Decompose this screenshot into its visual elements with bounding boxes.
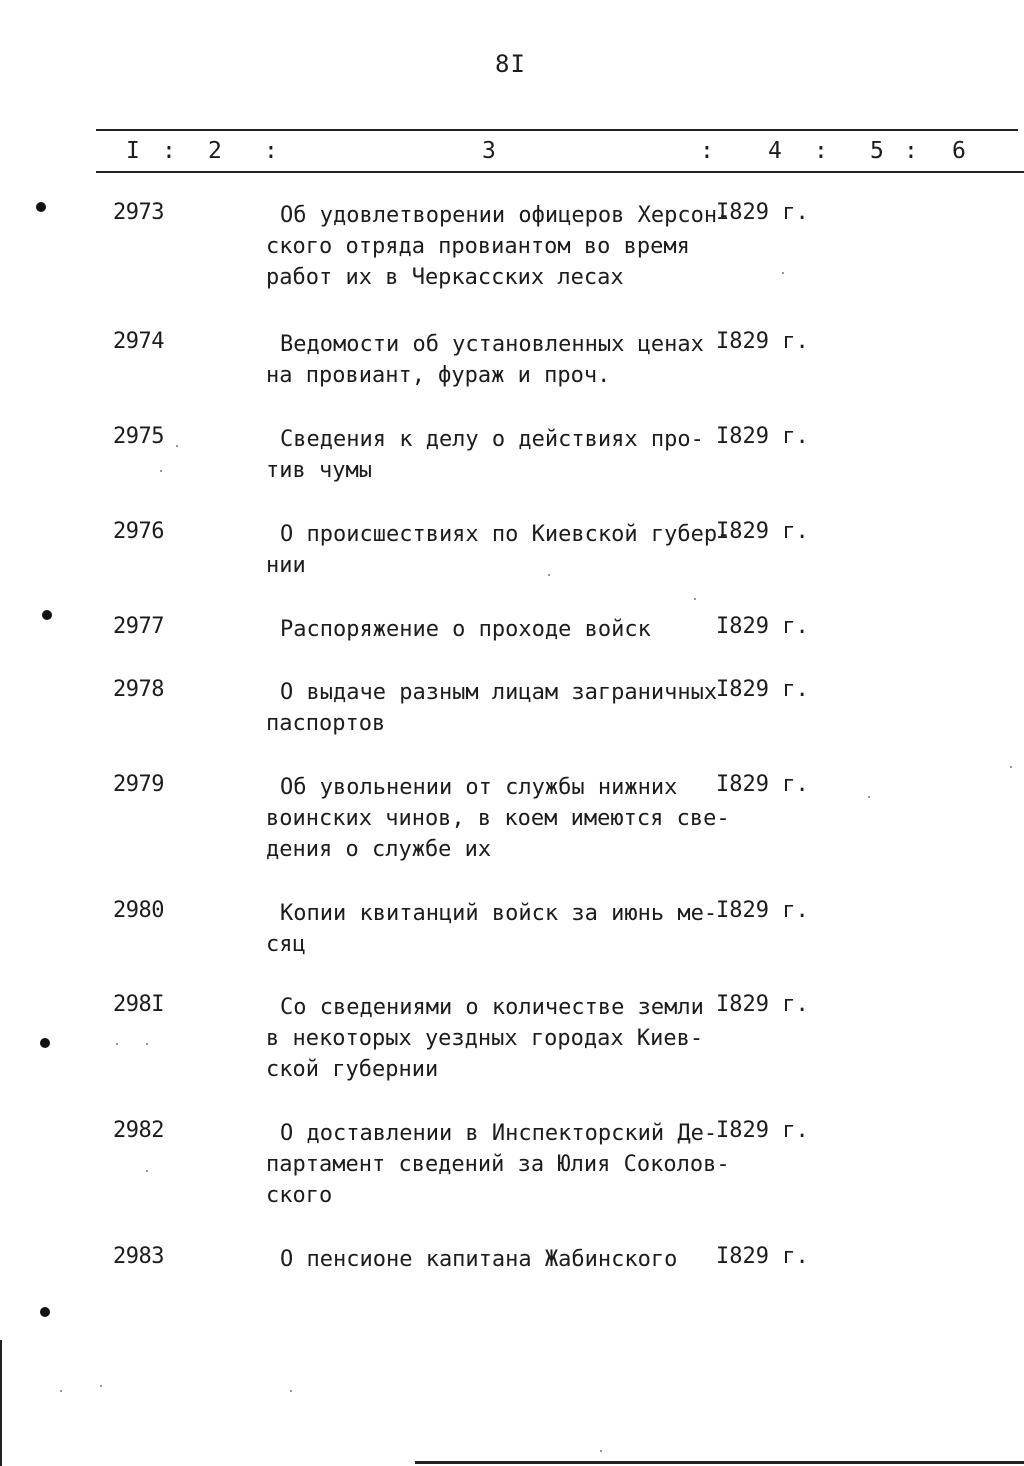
description-line: О выдаче разным лицам заграничных — [280, 680, 718, 705]
description-line: Сведения к делу о действиях про- — [280, 427, 704, 452]
scan-speck — [60, 1390, 62, 1392]
description-line: дения о службе их — [266, 837, 492, 862]
bottom-edge-rule — [415, 1461, 1024, 1464]
binder-hole — [36, 202, 46, 212]
entry-number: 2977 — [113, 614, 164, 639]
description-line: Об удовлетворении офицеров Херсон- — [280, 203, 731, 228]
description-line: ской губернии — [266, 1057, 439, 1082]
entry-description — [266, 772, 730, 865]
description-line: паспортов — [266, 711, 386, 736]
column-separator: : — [700, 138, 714, 164]
entry-year: I829 г. — [716, 329, 809, 354]
entry-year: I829 г. — [716, 1244, 809, 1269]
entry-number: 2975 — [113, 424, 164, 449]
page-edge — [0, 1340, 2, 1466]
description-line: в некоторых уездных городах Киев- — [266, 1026, 704, 1051]
description-line: нии — [266, 553, 306, 578]
scan-speck — [600, 1450, 602, 1452]
description-line: Копии квитанций войск за июнь ме- — [280, 901, 718, 926]
column-separator: : — [814, 138, 828, 164]
column-separator: : — [162, 138, 176, 164]
scan-speck — [146, 1170, 148, 1172]
entry-number: 2983 — [113, 1244, 164, 1269]
scan-speck — [548, 574, 550, 576]
column-header-3: 3 — [482, 138, 496, 164]
scan-speck — [116, 1043, 118, 1045]
description-line: О доставлении в Инспекторский Де- — [280, 1121, 718, 1146]
entry-year: I829 г. — [716, 200, 809, 225]
column-header-5: 5 — [870, 138, 884, 164]
entry-description — [266, 614, 726, 645]
description-line: ского — [266, 1183, 333, 1208]
entry-description — [266, 200, 731, 293]
column-header-2: 2 — [208, 138, 222, 164]
scan-speck — [868, 796, 870, 798]
entry-description — [266, 519, 731, 581]
entry-number: 2978 — [113, 677, 164, 702]
scan-speck — [694, 598, 696, 600]
entry-number: 2979 — [113, 772, 164, 797]
entry-number: 2976 — [113, 519, 164, 544]
description-line: работ их в Черкасских лесах — [266, 265, 624, 290]
column-header-4: 4 — [768, 138, 782, 164]
entry-year: I829 г. — [716, 1118, 809, 1143]
entry-description — [266, 1118, 730, 1211]
binder-hole — [40, 1307, 50, 1317]
scan-speck — [160, 470, 162, 472]
description-line: сяц — [266, 932, 306, 957]
column-header-6: 6 — [952, 138, 966, 164]
description-line: на провиант, фураж и проч. — [266, 363, 611, 388]
scan-speck — [100, 1385, 102, 1387]
description-line: Распоряжение о проходе войск — [280, 617, 651, 642]
description-line: О пенсионе капитана Жабинского — [280, 1247, 678, 1272]
entry-number: 2974 — [113, 329, 164, 354]
page-number: 8I — [495, 50, 526, 78]
description-line: тив чумы — [266, 458, 372, 483]
entry-description — [266, 329, 726, 391]
description-line: О происшествиях по Киевской губер- — [280, 522, 731, 547]
scan-speck — [290, 1390, 292, 1392]
description-line: воинских чинов, в коем имеются све- — [266, 806, 730, 831]
entry-number: 2982 — [113, 1118, 164, 1143]
scan-speck — [176, 445, 178, 447]
entry-number: 2973 — [113, 200, 164, 225]
entry-description — [266, 992, 726, 1085]
entry-number: 2980 — [113, 898, 164, 923]
column-separator: : — [264, 138, 278, 164]
scan-speck — [1010, 766, 1012, 768]
description-line: Со сведениями о количестве земли — [280, 995, 704, 1020]
description-line: ского отряда провиантом во время — [266, 234, 690, 259]
binder-hole — [40, 1038, 50, 1048]
entry-description — [266, 424, 726, 486]
entry-description — [266, 898, 726, 960]
entry-number: 298I — [113, 992, 164, 1017]
scan-speck — [146, 1043, 148, 1045]
scan-speck — [782, 272, 784, 274]
entry-description — [266, 677, 726, 739]
entry-year: I829 г. — [716, 677, 809, 702]
entry-year: I829 г. — [716, 614, 809, 639]
entry-year: I829 г. — [716, 992, 809, 1017]
column-separator: : — [904, 138, 918, 164]
entry-description — [266, 1244, 726, 1275]
entry-year: I829 г. — [716, 898, 809, 923]
description-line: партамент сведений за Юлия Соколов- — [266, 1152, 730, 1177]
description-line: Ведомости об установленных ценах — [280, 332, 704, 357]
entry-year: I829 г. — [716, 772, 809, 797]
binder-hole — [42, 610, 52, 620]
entry-year: I829 г. — [716, 424, 809, 449]
description-line: Об увольнении от службы нижних — [280, 775, 678, 800]
entry-year: I829 г. — [716, 519, 809, 544]
column-header-1: I — [126, 138, 140, 164]
